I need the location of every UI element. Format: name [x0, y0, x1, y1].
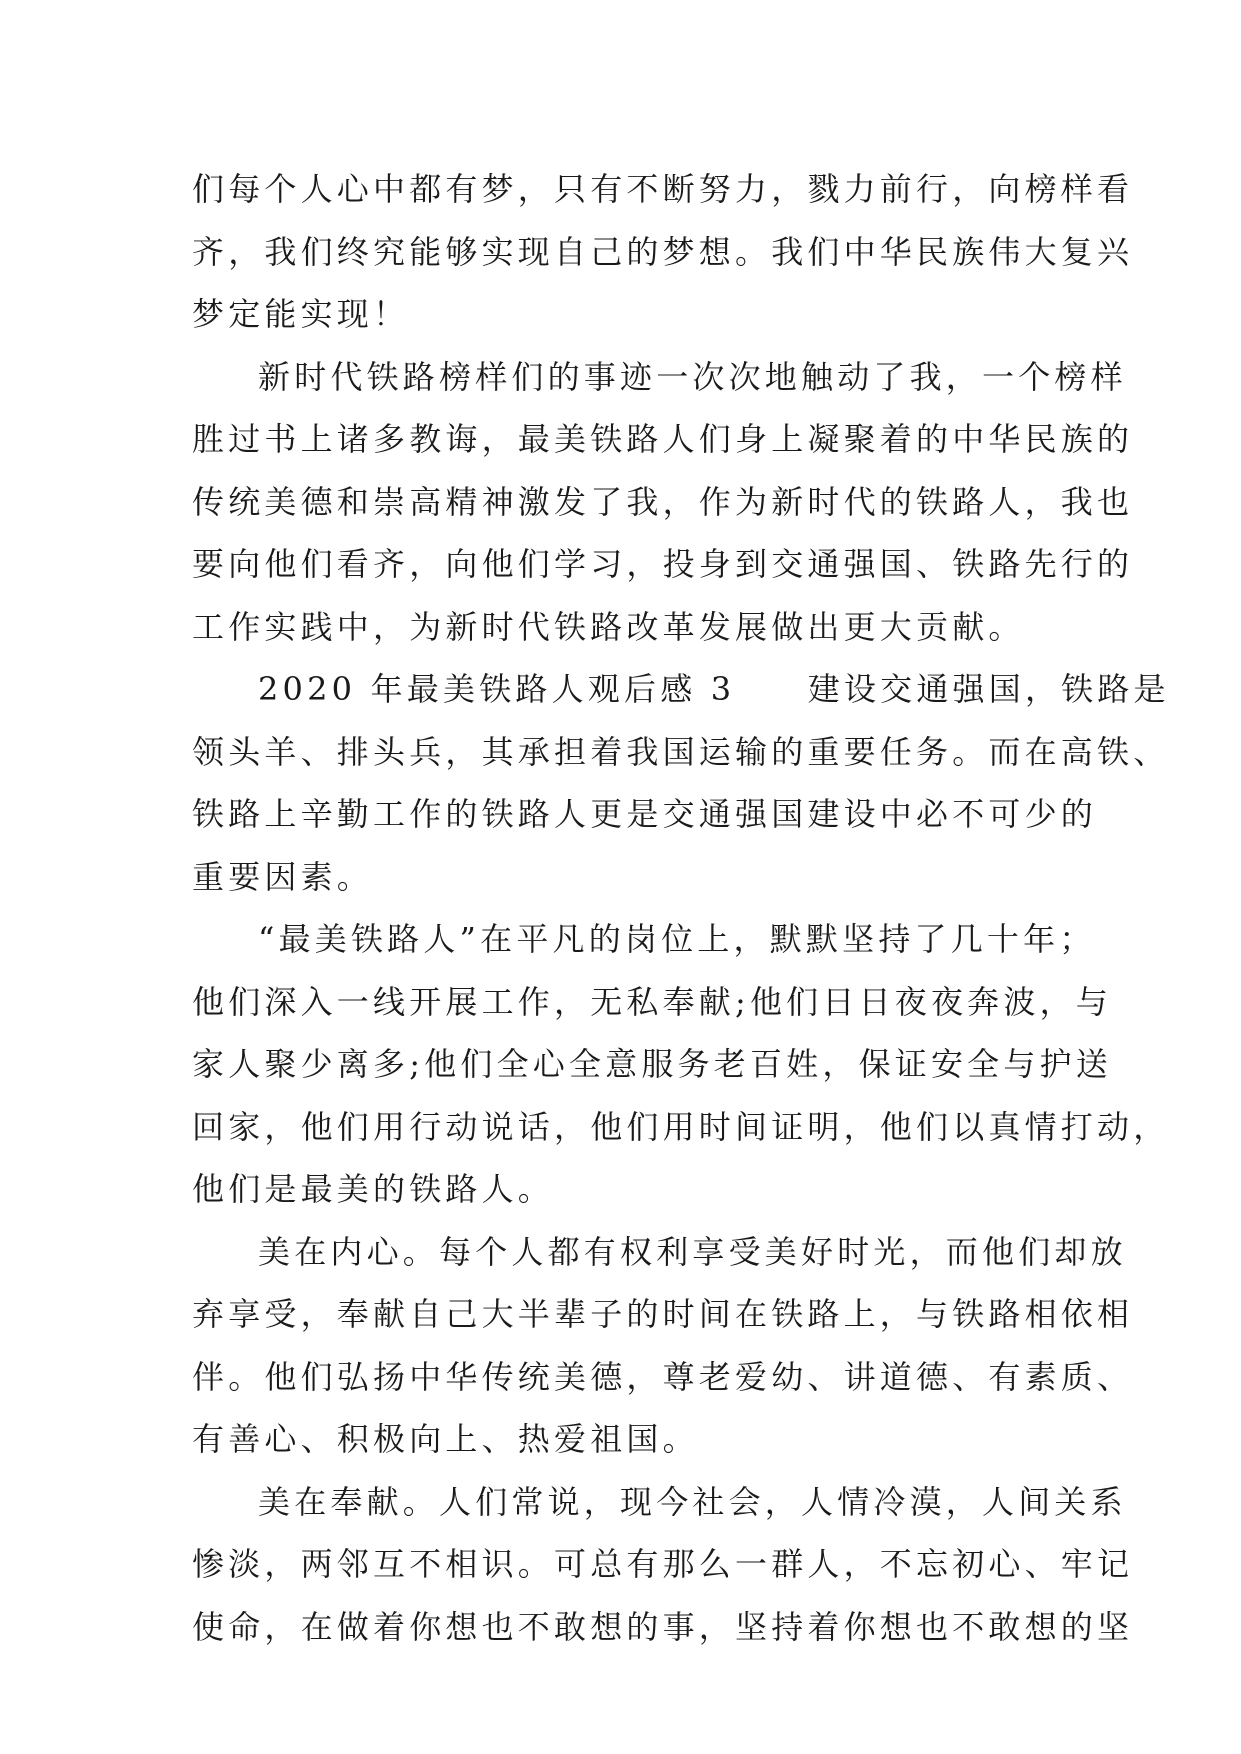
paragraph-start-line: “最美铁路人”在平凡的岗位上，默默坚持了几十年；	[258, 920, 1096, 958]
paragraph-start-line: 美在内心。每个人都有权利享受美好时光，而他们却放	[258, 1232, 1127, 1271]
text-line: 铁路上辛勤工作的铁路人更是交通强国建设中必不可少的	[192, 795, 1098, 833]
text-line: 回家，他们用行动说话，他们用时间证明，他们以真情打动，	[192, 1107, 1170, 1146]
text-line: 有善心、积极向上、热爱祖国。	[192, 1420, 699, 1458]
text-line: 齐，我们终究能够实现自己的梦想。我们中华民族伟大复兴	[192, 232, 1134, 271]
text-line: 使命，在做着你想也不敢想的事，坚持着你想也不敢想的坚	[192, 1607, 1134, 1646]
text-line: 工作实践中，为新时代铁路改革发展做出更大贡献。	[192, 607, 1025, 646]
text-line: 惨淡，两邻互不相识。可总有那么一群人，不忘初心、牢记	[192, 1545, 1134, 1583]
paragraph-start-line: 美在奉献。人们常说，现今社会，人情冷漠，人间关系	[258, 1482, 1127, 1521]
text-line: 重要因素。	[192, 857, 374, 896]
text-line: 他们深入一线开展工作，无私奉献;他们日日夜夜奔波，与	[192, 982, 1112, 1021]
text-line: 弃享受，奉献自己大半辈子的时间在铁路上，与铁路相依相	[192, 1295, 1134, 1333]
text-line: 胜过书上诸多教诲，最美铁路人们身上凝聚着的中华民族的	[192, 420, 1134, 458]
paragraph-start-line: 新时代铁路榜样们的事迹一次次地触动了我，一个榜样	[258, 357, 1127, 396]
text-line: 传统美德和崇高精神激发了我，作为新时代的铁路人，我也	[192, 482, 1134, 521]
text-line: 梦定能实现！	[192, 295, 410, 333]
text-line: 家人聚少离多;他们全心全意服务老百姓，保证安全与护送	[192, 1045, 1112, 1083]
body-text	[192, 158, 1170, 1658]
text-line: 他们是最美的铁路人。	[192, 1170, 555, 1208]
text-line: 领头羊、排头兵，其承担着我国运输的重要任务。而在高铁、	[192, 732, 1170, 771]
section-heading-line: 2020 年最美铁路人观后感 3 建设交通强国，铁路是	[258, 670, 1170, 708]
text-line: 要向他们看齐，向他们学习，投身到交通强国、铁路先行的	[192, 545, 1134, 583]
text-line: 们每个人心中都有梦，只有不断努力，戮力前行，向榜样看	[192, 170, 1134, 208]
text-line: 伴。他们弘扬中华传统美德，尊老爱幼、讲道德、有素质、	[192, 1357, 1134, 1396]
